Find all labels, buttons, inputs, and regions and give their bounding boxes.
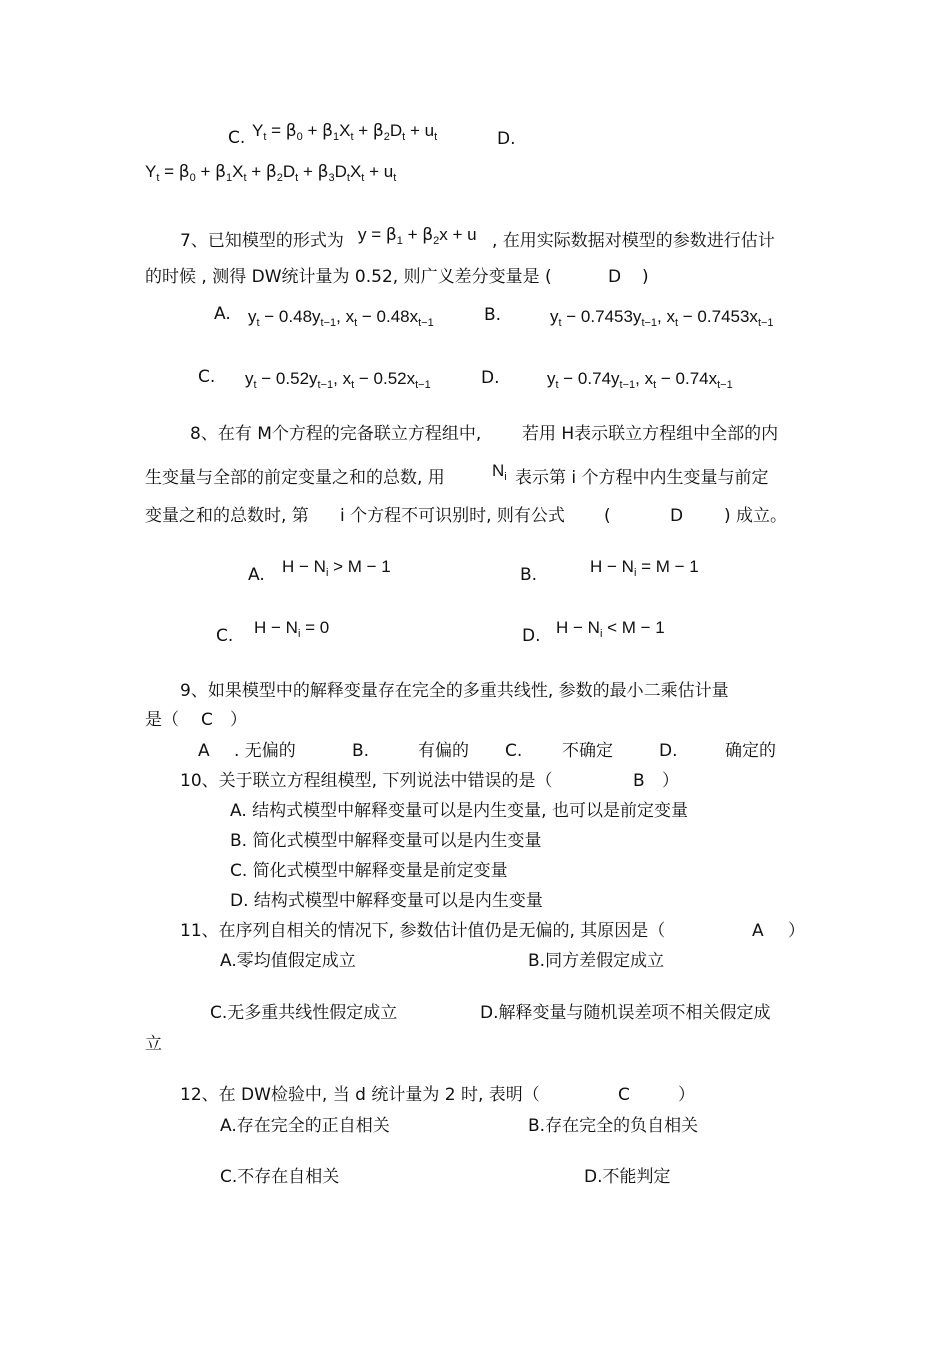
q12-option-b: B.存在完全的负自相关: [528, 1116, 699, 1136]
q8-stem-line1b: 若用 H表示联立方程组中全部的内: [522, 424, 779, 444]
q12-close-paren: ）: [678, 1085, 695, 1105]
q7-stem-end: , 在用实际数据对模型的参数进行估计: [492, 231, 775, 251]
q9-option-c-text: 不确定: [562, 741, 613, 761]
q8-option-b-formula: $H - N_i = M - 1$: [590, 557, 699, 579]
q8-stem-line2a: 生变量与全部的前定变量之和的总数, 用: [145, 468, 445, 488]
q11-option-d-wrap: 立: [145, 1034, 162, 1054]
q8-ni-symbol: $N_i$: [492, 461, 507, 483]
q9-option-a-label: A: [198, 741, 210, 761]
q10-option-c: C. 简化式模型中解释变量是前定变量: [230, 861, 508, 881]
q9-option-a-text: . 无偏的: [234, 741, 296, 761]
q11-option-a: A.零均值假定成立: [220, 951, 356, 971]
q6-option-c-label: C.: [228, 128, 246, 148]
q6-option-d-formula: $Y_t = \beta_0 + \beta_1X_t + \beta_2D_t + \beta_3D_tX_t + u_t$: [145, 162, 397, 184]
q9-stem-line2: 是（: [145, 710, 179, 730]
q9-answer: C: [201, 710, 213, 730]
q11-option-c: C.无多重共线性假定成立: [210, 1003, 398, 1023]
q8-stem-line2b: 表示第 i 个方程中内生变量与前定: [515, 468, 769, 488]
q9-option-c-label: C.: [505, 741, 523, 761]
q9-stem-line1: 9、如果模型中的解释变量存在完全的多重共线性, 参数的最小二乘估计量: [180, 681, 729, 701]
q12-stem: 12、在 DW检验中, 当 d 统计量为 2 时, 表明（: [180, 1085, 540, 1105]
q8-stem-line3a: 变量之和的总数时, 第: [145, 506, 309, 526]
q11-stem: 11、在序列自相关的情况下, 参数估计值仍是无偏的, 其原因是（: [180, 921, 666, 941]
q7-option-b-formula: $y_t - 0.7453y_{t-1}$, $x_t - 0.7453x_{t-1}$: [550, 307, 774, 329]
q8-stem-line3b: i 个方程不可识别时, 则有公式: [340, 506, 565, 526]
q8-option-b-label: B.: [520, 565, 538, 585]
q12-option-c: C.不存在自相关: [220, 1167, 340, 1187]
q6-option-d-label: D.: [497, 129, 516, 149]
q9-option-d-label: D.: [659, 741, 678, 761]
q8-option-c-label: C.: [216, 626, 234, 646]
q8-answer: D: [670, 506, 684, 526]
q7-option-d-label: D.: [481, 368, 500, 388]
q7-close-paren: ): [642, 267, 649, 287]
q8-option-a-label: A.: [248, 565, 265, 585]
q9-option-d-text: 确定的: [725, 741, 776, 761]
q10-answer: B: [633, 771, 645, 791]
q12-option-d: D.不能判定: [584, 1167, 671, 1187]
q8-open-paren: (: [604, 506, 611, 526]
q8-option-d-formula: $H - N_i < M - 1$: [556, 618, 665, 640]
q9-option-b-text: 有偏的: [418, 741, 469, 761]
q12-answer: C: [618, 1085, 630, 1105]
q11-answer: A: [752, 921, 764, 941]
q8-option-a-formula: $H - N_i > M - 1$: [282, 557, 391, 579]
q7-option-a-formula: $y_t - 0.48y_{t-1}$, $x_t - 0.48x_{t-1}$: [248, 307, 434, 329]
q7-model-formula: $y = \beta_1 + \beta_2x + u$: [358, 225, 477, 247]
q7-option-c-formula: $y_t - 0.52y_{t-1}$, $x_t - 0.52x_{t-1}$: [245, 369, 431, 391]
q7-stem-line2: 的时候 , 测得 DW统计量为 0.52, 则广义差分变量是 (: [145, 267, 552, 287]
q8-option-d-label: D.: [522, 626, 541, 646]
q9-close-paren: ）: [230, 710, 247, 730]
q10-option-b: B. 简化式模型中解释变量可以是内生变量: [230, 831, 542, 851]
q10-option-d: D. 结构式模型中解释变量可以是内生变量: [230, 891, 543, 911]
q7-stem-start: 7、已知模型的形式为: [180, 231, 344, 251]
q8-stem-line1a: 8、在有 M个方程的完备联立方程组中,: [190, 424, 482, 444]
q10-stem: 10、关于联立方程组模型, 下列说法中错误的是（: [180, 771, 553, 791]
q11-option-d: D.解释变量与随机误差项不相关假定成: [480, 1003, 771, 1023]
q11-close-paren: ）: [788, 921, 805, 941]
q8-option-c-formula: $H - N_i = 0$: [254, 618, 330, 640]
q8-close-paren: ) 成立。: [724, 506, 788, 526]
q7-option-c-label: C.: [198, 367, 216, 387]
q7-option-d-formula: $y_t - 0.74y_{t-1}$, $x_t - 0.74x_{t-1}$: [547, 369, 733, 391]
q11-option-b: B.同方差假定成立: [528, 951, 665, 971]
q7-option-b-label: B.: [484, 305, 502, 325]
q12-option-a: A.存在完全的正自相关: [220, 1116, 390, 1136]
q9-option-b-label: B.: [352, 741, 370, 761]
q10-close-paren: ）: [662, 771, 679, 791]
q10-option-a: A. 结构式模型中解释变量可以是内生变量, 也可以是前定变量: [230, 801, 688, 821]
q7-option-a-label: A.: [214, 304, 231, 324]
q6-option-c-formula: $Y_t = \beta_0 + \beta_1X_t + \beta_2D_t + u_t$: [252, 121, 438, 143]
q7-answer: D: [608, 267, 622, 287]
